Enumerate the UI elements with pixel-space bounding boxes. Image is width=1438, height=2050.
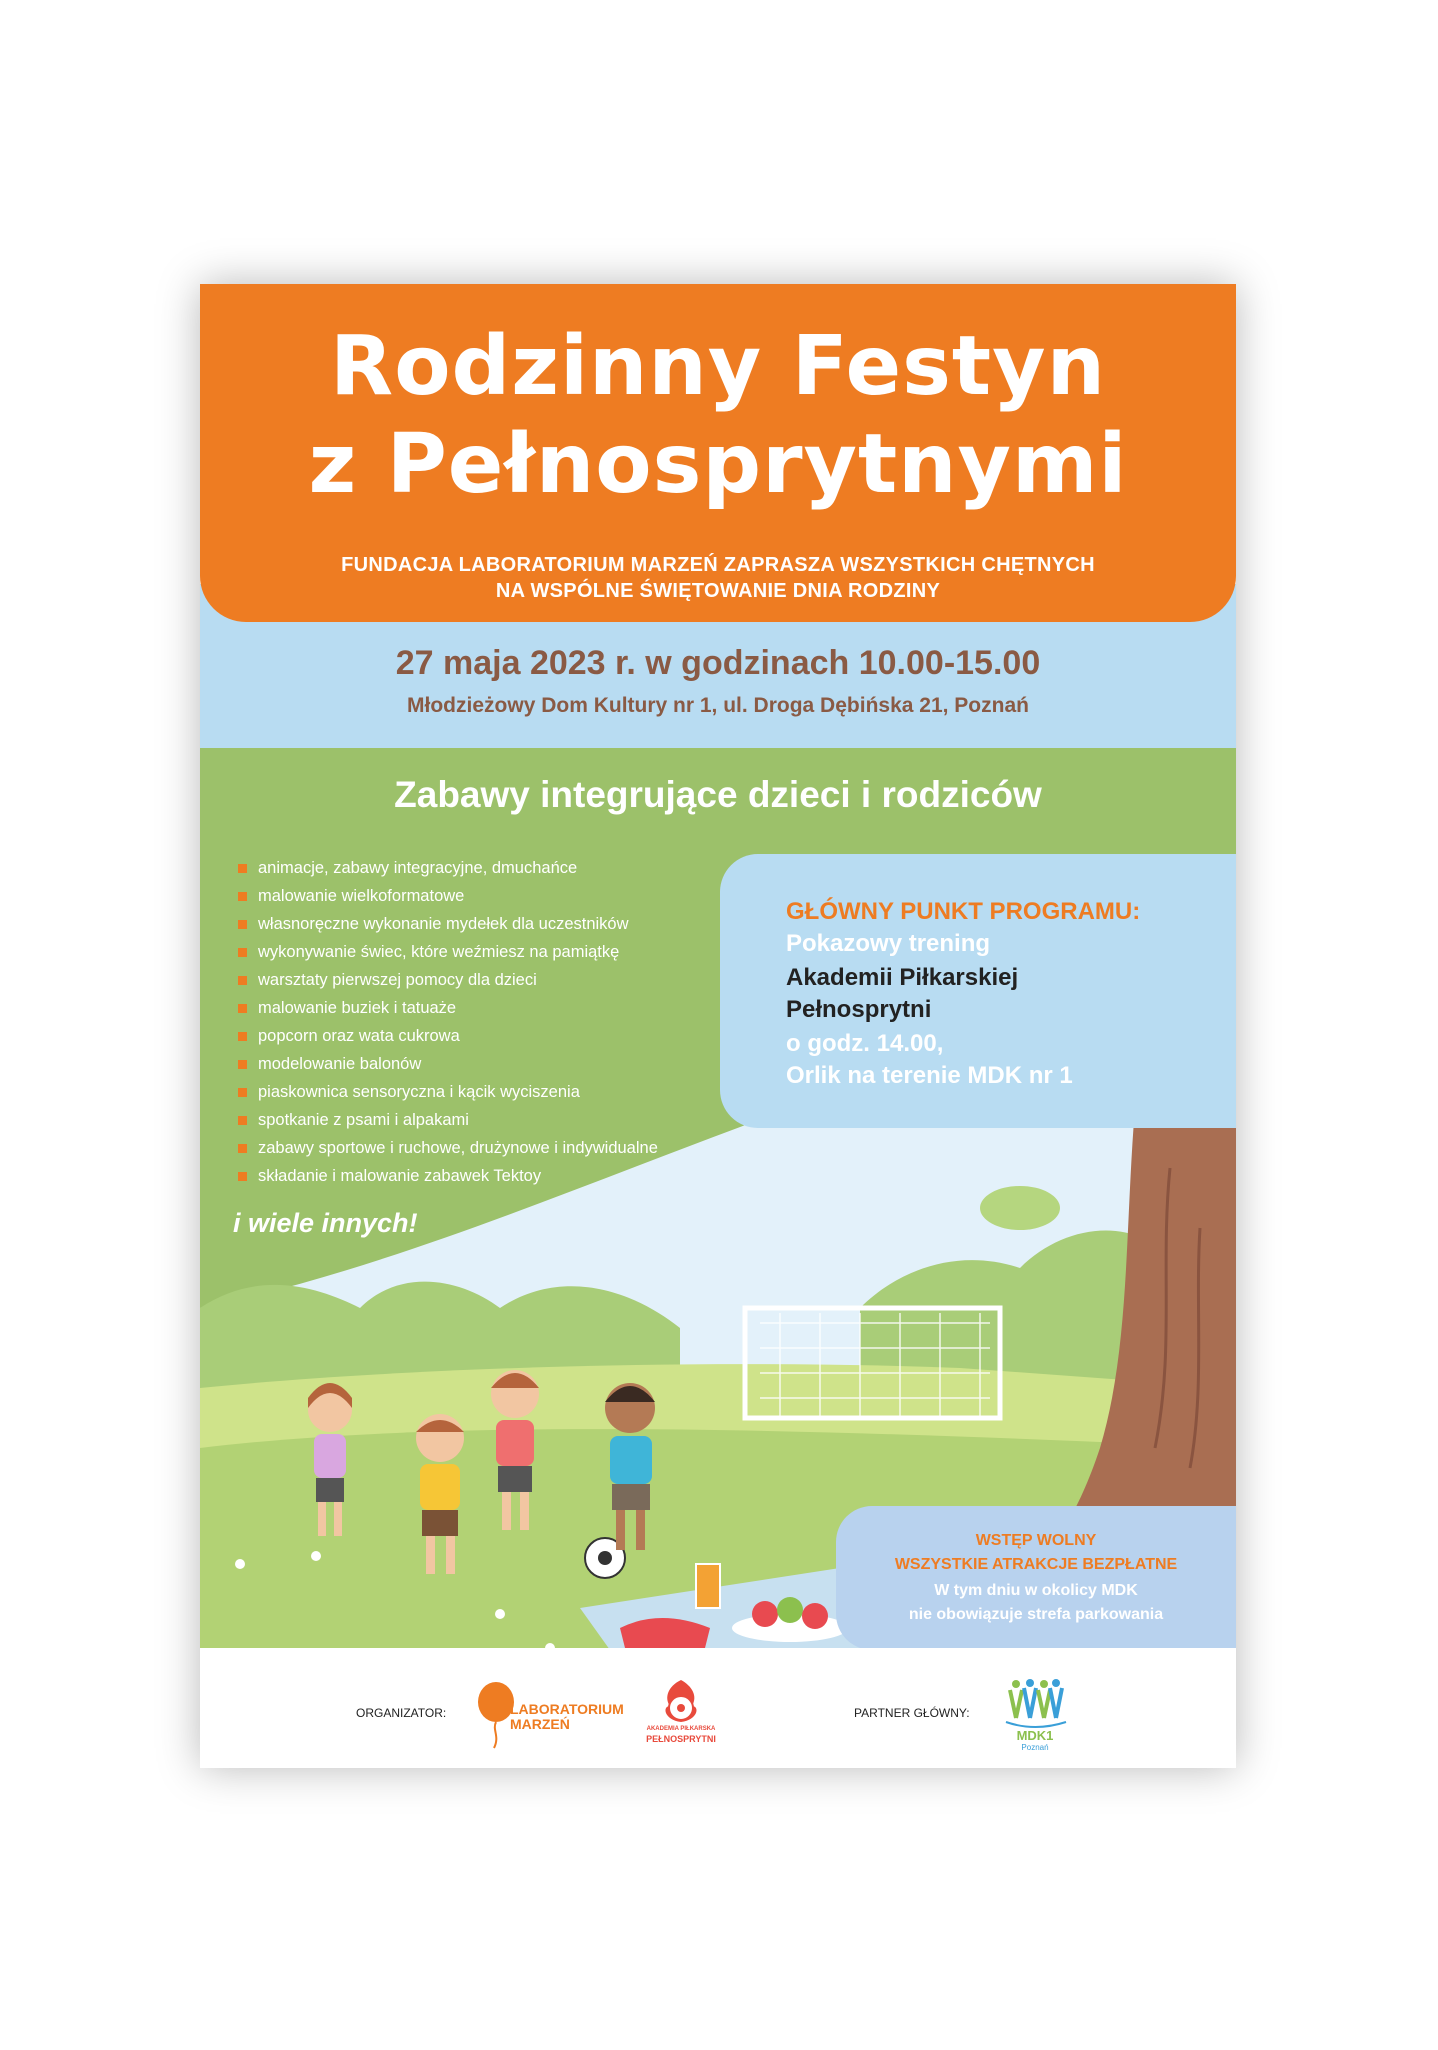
title-line-1: Rodzinny Festyn xyxy=(330,319,1106,414)
football-flame-icon xyxy=(646,1676,716,1728)
list-item: wykonywanie świec, które weźmiesz na pamiątkę xyxy=(238,938,658,966)
entry-line-2: WSZYSTKIE ATRAKCJE BEZPŁATNE xyxy=(894,1556,1178,1573)
logo2-small-text: AKADEMIA PIŁKARSKA xyxy=(646,1726,716,1732)
invite-line-2: NA WSPÓLNE ŚWIĘTOWANIE DNIA RODZINY xyxy=(495,580,941,602)
invite-line-1: FUNDACJA LABORATORIUM MARZEŃ ZAPRASZA WSZYSTKICH CHĘTNYCH xyxy=(341,554,1095,576)
program-line-3: Pełnosprytni xyxy=(786,996,932,1023)
juice-glass xyxy=(696,1564,720,1608)
poster xyxy=(200,284,1236,1768)
organizer-label: ORGANIZATOR: xyxy=(356,1706,447,1720)
list-item: animacje, zabawy integracyjne, dmuchańce xyxy=(238,854,658,882)
entry-box xyxy=(836,1506,1236,1650)
program-line-2: Akademii Piłkarskiej xyxy=(786,964,1019,991)
footer xyxy=(200,1648,1236,1768)
logo3-sub: Poznań xyxy=(1021,1743,1049,1752)
program-line-4: o godz. 14.00, xyxy=(786,1030,944,1057)
list-item: piaskownica sensoryczna i kącik wyciszenia xyxy=(238,1078,658,1106)
list-item: własnoręczne wykonanie mydełek dla uczestników xyxy=(238,910,658,938)
pelnosprytni-logo xyxy=(646,1676,716,1756)
list-item: spotkanie z psami i alpakami xyxy=(238,1106,658,1134)
program-line-5: Orlik na terenie MDK nr 1 xyxy=(786,1062,1073,1089)
event-address: Młodzieżowy Dom Kultury nr 1, ul. Droga Dębińska 21, Poznań xyxy=(407,694,1029,717)
list-item: malowanie buziek i tatuaże xyxy=(238,994,658,1022)
activities-list xyxy=(238,854,658,1190)
list-item: modelowanie balonów xyxy=(238,1050,658,1078)
logo1-line-1: LABORATORIUM xyxy=(510,1701,624,1717)
activities-heading: Zabawy integrujące dzieci i rodziców xyxy=(394,774,1042,815)
list-item: warsztaty pierwszej pomocy dla dzieci xyxy=(238,966,658,994)
partner-label: PARTNER GŁÓWNY: xyxy=(854,1706,970,1720)
bush xyxy=(980,1186,1060,1230)
entry-line-4: nie obowiązuje strefa parkowania xyxy=(908,1606,1164,1623)
list-item: składanie i malowanie zabawek Tektoy xyxy=(238,1162,658,1190)
logo1-line-2: MARZEŃ xyxy=(510,1716,570,1732)
program-heading: GŁÓWNY PUNKT PROGRAMU: xyxy=(786,898,1141,925)
list-item: zabawy sportowe i ruchowe, drużynowe i indywidualne xyxy=(238,1134,658,1162)
list-item: malowanie wielkoformatowe xyxy=(238,882,658,910)
title-line-2: z Pełnosprytnymi xyxy=(308,417,1128,512)
people-group-icon xyxy=(1000,1678,1070,1730)
program-line-1: Pokazowy trening xyxy=(786,930,991,957)
mdk1-logo xyxy=(1000,1678,1070,1758)
entry-line-1: WSTĘP WOLNY xyxy=(975,1532,1097,1549)
logo2-text: PEŁNOSPRYTNI xyxy=(646,1734,716,1744)
logo3-text: MDK1 xyxy=(1016,1728,1054,1743)
program-box xyxy=(720,854,1236,1128)
more-text: i wiele innych! xyxy=(233,1208,418,1238)
laboratorium-marzen-logo xyxy=(476,1680,624,1750)
entry-line-3: W tym dniu w okolicy MDK xyxy=(934,1582,1138,1599)
event-date: 27 maja 2023 r. w godzinach 10.00-15.00 xyxy=(395,644,1041,682)
list-item: popcorn oraz wata cukrowa xyxy=(238,1022,658,1050)
